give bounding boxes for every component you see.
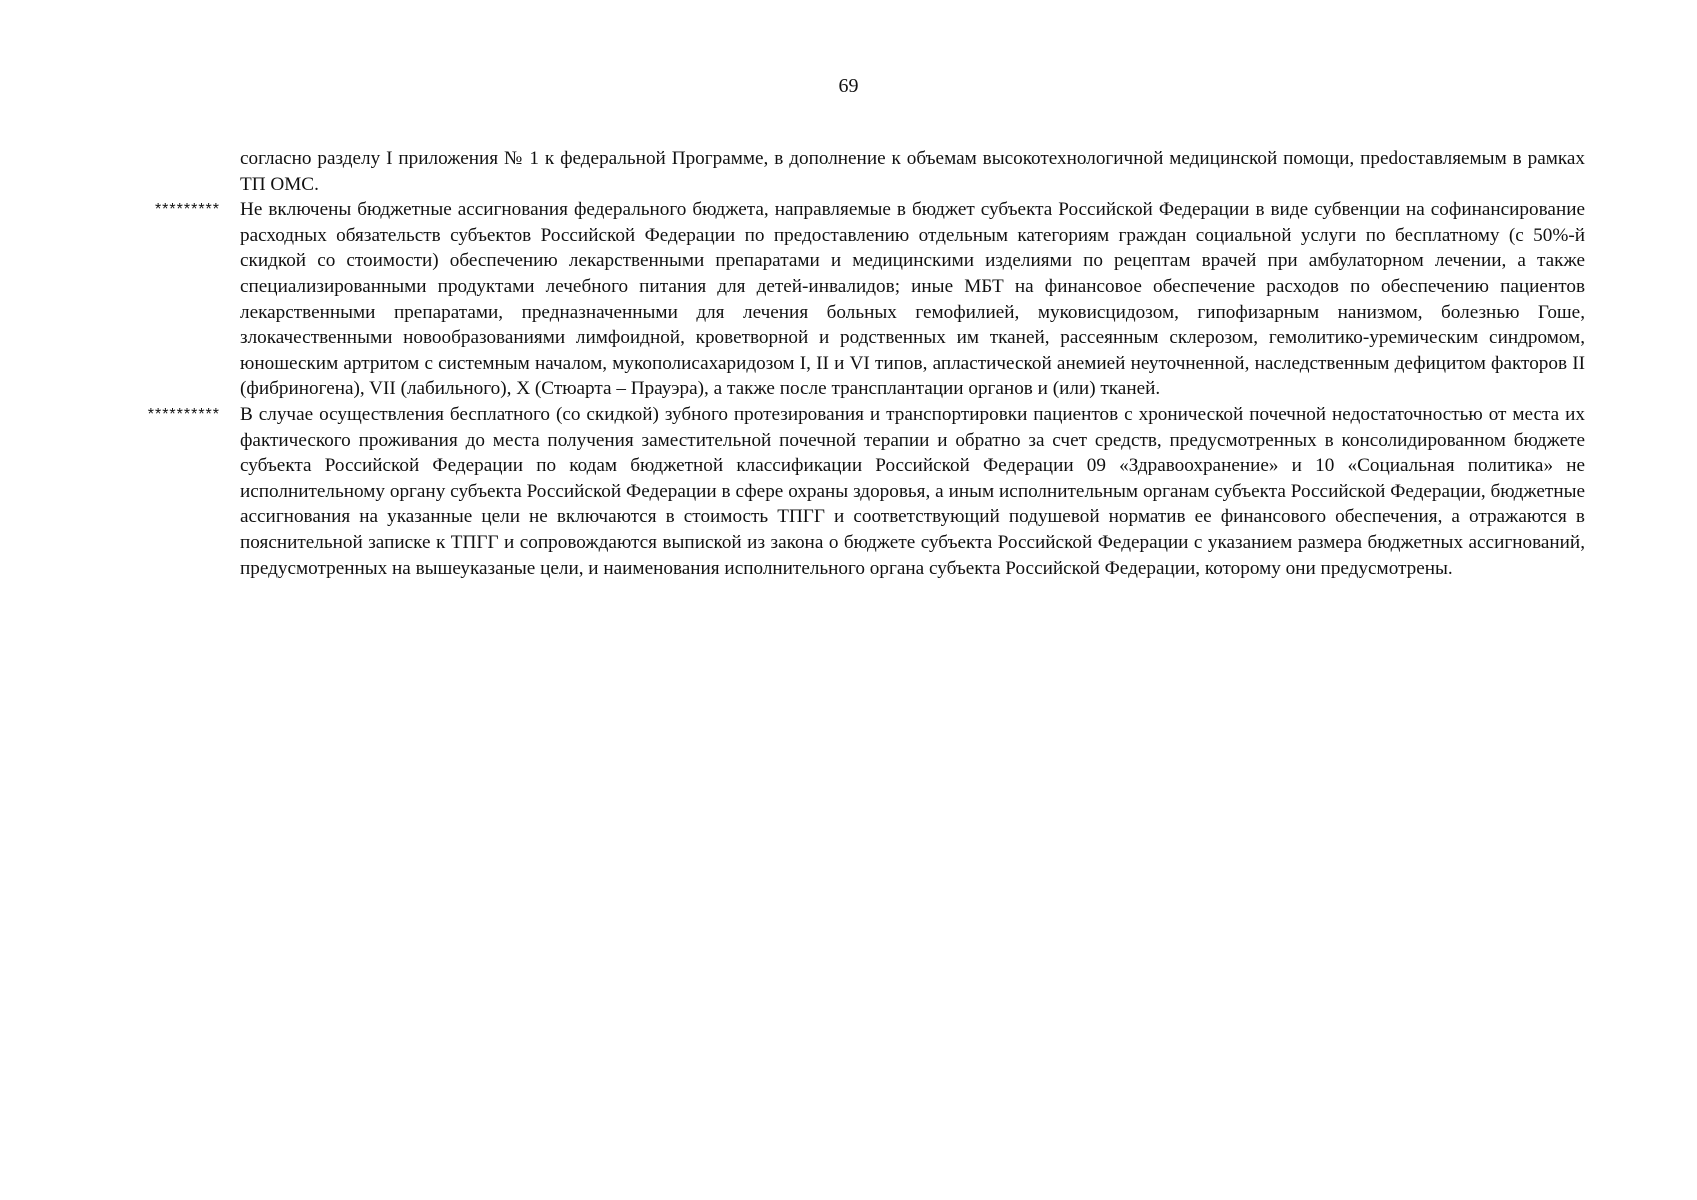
footnote-marker: ********* bbox=[154, 201, 220, 219]
page-number: 69 bbox=[838, 75, 859, 97]
footnote-marker: ********** bbox=[147, 405, 220, 423]
footnotes-section bbox=[110, 146, 1585, 581]
footnote-text: В случае осуществления бесплатного (со скидкой) зубного протезирования и транспортировки пациентов с хронической почечной недостаточностью от места их фактического проживания до места получения заместительной почечной терапии и обратно за счет средств, предусмотренных в консолидированном бюджете субъекта Российской Федерации по кодам бюджетной классификации Российской Федерации 09 «Здравоохранение» и 10 «Социальная политика» не исполнительному органу субъекта Российской Федерации в сфере охраны здоровья, а иным исполнительным органам субъекта Российской Федерации, бюджетные ассигнования на указанные цели не включаются в стоимость ТПГГ и соответствующий подушевой норматив ее финансового обеспечения, а отражаются в пояснительной записке к ТПГГ и сопровождаются выпиской из закона о бюджете субъекта Российской Федерации с указанием размера бюджетных ассигнований, предусмотренных на вышеуказаные цели, и наименования исполнительного органа субъекта Российской Федерации, которому они предусмотрены. bbox=[240, 403, 1585, 579]
footnote-continuation bbox=[110, 146, 1585, 197]
footnote-text: согласно разделу I приложения № 1 к федеральной Программе, в дополнение к объемам высокотехнологичной медицинской помощи, преdоставляемым в рамках ТП ОМС. bbox=[240, 148, 1585, 195]
footnote-text: Не включены бюджетные ассигнования федерального бюджета, направляемые в бюджет субъекта Российской Федерации в виде субвенции на софинансирование расходных обязательств субъектов Российской Федерации по предоставлению отдельным категориям граждан социальной услуги по бесплатному (с 50%-й скидкой со стоимости) обеспечению лекарственными препаратами и медицинскими изделиями по рецептам врачей при амбулаторном лечении, а также специализированными продуктами лечебного питания для детей-инвалидов; иные МБТ на финансовое обеспечение расходов по обеспечению пациентов лекарственными препаратами, предназначенными для лечения больных гемофилией, муковисцидозом, гипофизарным нанизмом, болезнью Гоше, злокачественными новообразованиями лимфоидной, кроветворной и родственных им тканей, рассеянным склерозом, гемолитико-уремическим синдромом, юношеским артритом с системным началом, мукополисахаридозом I, II и VI типов, апластической анемией неуточненной, наследственным дефицитом факторов II (фибриногена), VII (лабильного), X (Стюарта – Прауэра), а также после трансплантации органов и (или) тканей. bbox=[240, 199, 1585, 400]
footnote-10 bbox=[110, 402, 1585, 581]
footnote-9 bbox=[110, 197, 1585, 402]
